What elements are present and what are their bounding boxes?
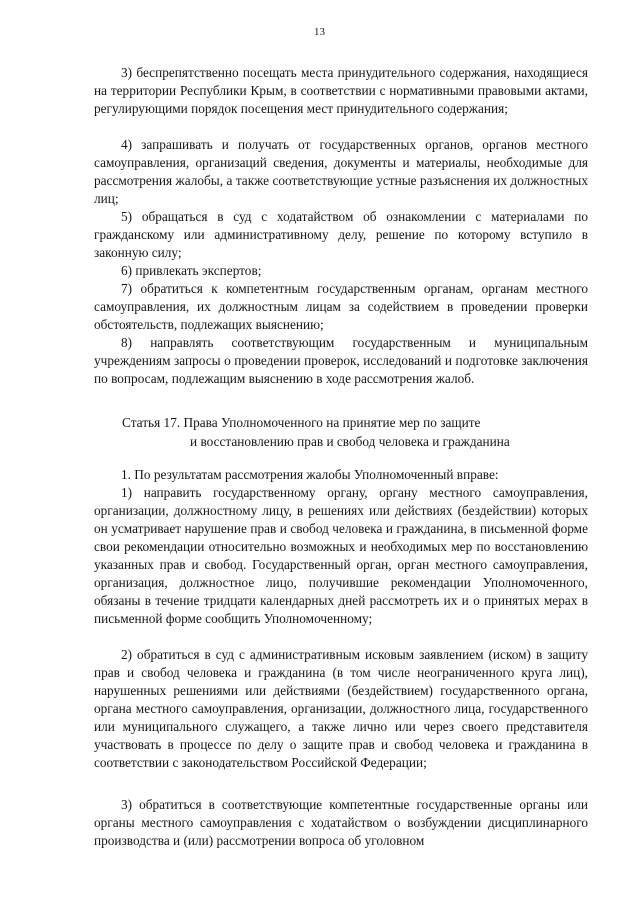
- paragraph-item-4: 4) запрашивать и получать от государственных органов, органов местного самоуправления, организаций сведения, документы и материалы, необходимые для рассмотрения жалобы, а также соответствующие устные разъяснения их должностных лиц;: [94, 137, 588, 206]
- paragraph-item-3: 3) беспрепятственно посещать места принудительного содержания, находящиеся на территории Республики Крым, в соответствии с нормативными правовыми актами, регулирующими порядок посещения мест принудительного содержания;: [94, 65, 588, 116]
- article-heading-line-2: и восстановлению прав и свобод человека и гражданина: [190, 434, 510, 449]
- paragraph-item-7: 7) обратиться к компетентным государственным органам, органам местного самоуправления, их должностным лицам за содействием в проведении проверки обстоятельств, подлежащих выяснению;: [94, 281, 588, 332]
- paragraph-clause-1: 1. По результатам рассмотрения жалобы Уполномоченный вправе:: [121, 467, 499, 482]
- paragraph-item-8: 8) направлять соответствующим государственным и муниципальным учреждениям запросы о проведении проверок, исследований и подготовке заключения по вопросам, подлежащим выяснению в ходе рассмотрения жалоб.: [94, 335, 588, 386]
- paragraph-subitem-3: 3) обратиться в соответствующие компетентные государственные органы или органы местного самоуправления с ходатайством о возбуждении дисциплинарного производства и (или) рассмотрении вопроса об уголовном: [94, 797, 588, 848]
- article-heading-line-1: Статья 17. Права Уполномоченного на принятие мер по защите: [122, 415, 481, 430]
- paragraph-item-5: 5) обращаться в суд с ходатайством об ознакомлении с материалами по гражданскому или административному делу, решение по которому вступило в законную силу;: [94, 209, 588, 260]
- page-number: 13: [314, 26, 325, 38]
- paragraph-subitem-1: 1) направить государственному органу, органу местного самоуправления, организации, должностному лицу, в решениях или действиях (бездействии) которых он усматривает нарушение прав и свобод человека и гражданина, в письменной форме свои рекомендации относительно возможных и необходимых мер по восстановлению указанных прав и свобод. Государственный орган, орган местного самоуправления, организация, должностное лицо, получившие рекомендации Уполномоченного, обязаны в течение тридцати календарных дней рассмотреть их и о принятых мерах в письменной форме сообщить Уполномоченному;: [94, 485, 588, 626]
- paragraph-subitem-2: 2) обратиться в суд с административным исковым заявлением (иском) в защиту прав и свобод человека и гражданина (в том числе неограниченного круга лиц), нарушенных решениями или действиями (бездействием) государственного органа, органа местного самоуправления, организации, должностного лица, государственного или муниципального служащего, а также лично или через своего представителя участвовать в процессе по делу о защите прав и свобод человека и гражданина в соответствии с законодательством Российской Федерации;: [94, 647, 588, 770]
- article-heading: [94, 413, 588, 451]
- paragraph-item-6: 6) привлекать экспертов;: [121, 263, 262, 278]
